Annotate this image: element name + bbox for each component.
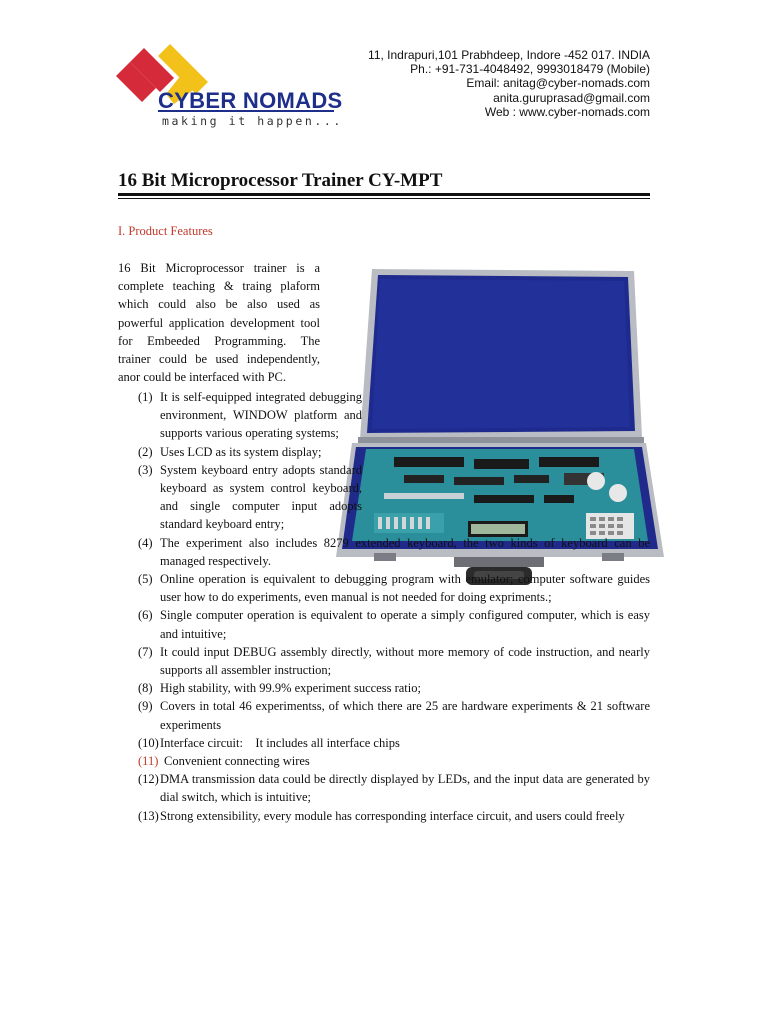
list-item: (8) High stability, with 99.9% experiment success ratio; [138,681,421,696]
company-logo [112,44,352,134]
list-item: (11) Convenient connecting wires [138,754,310,769]
title-rule [118,193,650,196]
intro-paragraph: 16 Bit Microprocessor trainer is a complete teaching & traing plaform which could also be also used as powerful application development tool for Embeeded Programming. The trainer could be used independently, anor could be interfaced with PC. [118,261,320,385]
list-item-text: Interface circuit: It includes all interface chips [160,735,400,750]
list-item: (1) It is self-equipped integrated debugging environment, WINDOW platform and supports various operating systems; [138,390,362,441]
logo-tagline: making it happen... [162,114,343,128]
list-item-text: DMA transmission data could be directly displayed by LEDs, and the input data are generated by dial switch, which is intuitive; [160,772,650,805]
list-item-text: Strong extensibility, every module has corresponding interface circuit, and users could freely [160,808,625,823]
contact-email-alt: anita.guruprasad@gmail.com [493,90,650,105]
list-item: (6) Single computer operation is equivalent to operate a simply configured computer, which is easy and intuitive; [138,608,650,641]
page-title: 16 Bit Microprocessor Trainer CY-MPT [118,170,443,191]
contact-email: Email: anitag@cyber-nomads.com [466,76,650,91]
contact-block [368,48,650,119]
list-item-text: It is self-equipped integrated debugging environment, WINDOW platform and supports various operating systems; [160,390,362,441]
list-item-text: Uses LCD as its system display; [160,444,322,459]
feature-list [118,388,650,825]
title-rule-thin [118,198,650,199]
list-item-text: Covers in total 46 experimentss, of which there are 25 are hardware experiments & 21 software experiments [160,699,650,732]
list-item-text: The experiment also includes 8279 extended keyboard, the two kinds of keyboard can be managed respectively. [160,535,650,568]
contact-address: 11, Indrapuri,101 Prabhdeep, Indore -452 017. INDIA [368,48,650,62]
list-item: (13) Strong extensibility, every module has corresponding interface circuit, and users could freely [138,808,625,823]
list-item-text: Convenient connecting wires [164,754,310,769]
list-item-text: Single computer operation is equivalent to operate a simply configured computer, which is easy and intuitive; [160,608,650,641]
list-item: (9) Covers in total 46 experimentss, of which there are 25 are hardware experiments & 21 software experiments [138,699,650,732]
contact-phone: Ph.: +91-731-4048492, 9993018479 (Mobile) [410,62,650,77]
list-item-text: Online operation is equivalent to debugging program with emulator; computer software guides user how to do experiments, even manual is not needed for doing expriments.; [160,572,650,605]
list-item: (12) DMA transmission data could be directly displayed by LEDs, and the input data are generated by dial switch, which is intuitive; [138,772,650,805]
list-item: (7) It could input DEBUG assembly directly, without more memory of code instruction, and nearly supports all assembler instruction; [138,644,650,678]
logo-name: CYBER NOMADS [158,88,343,113]
list-item: (10) Interface circuit: It includes all interface chips [138,735,400,750]
list-item: (4) The experiment also includes 8279 extended keyboard, the two kinds of keyboard can be managed respectively. [138,535,650,568]
list-item: (5) Online operation is equivalent to debugging program with emulator; computer software guides user how to do experiments, even manual is not needed for doing expriments.; [138,572,650,605]
list-item-text: It could input DEBUG assembly directly, without more memory of code instruction, and nearly supports all assembler instruction; [160,644,650,678]
contact-web: Web : www.cyber-nomads.com [484,104,650,119]
list-item: (2) Uses LCD as its system display; [138,444,322,459]
section-heading: I. Product Features [118,224,213,238]
list-item-text: System keyboard entry adopts standard keyboard as system control keyboard, and single computer input adopts standard keyboard entry; [160,462,362,532]
list-item: (3) System keyboard entry adopts standard keyboard as system control keyboard, and single computer input adopts standard keyboard entry; [138,462,362,532]
list-item-text: High stability, with 99.9% experiment success ratio; [160,681,421,696]
